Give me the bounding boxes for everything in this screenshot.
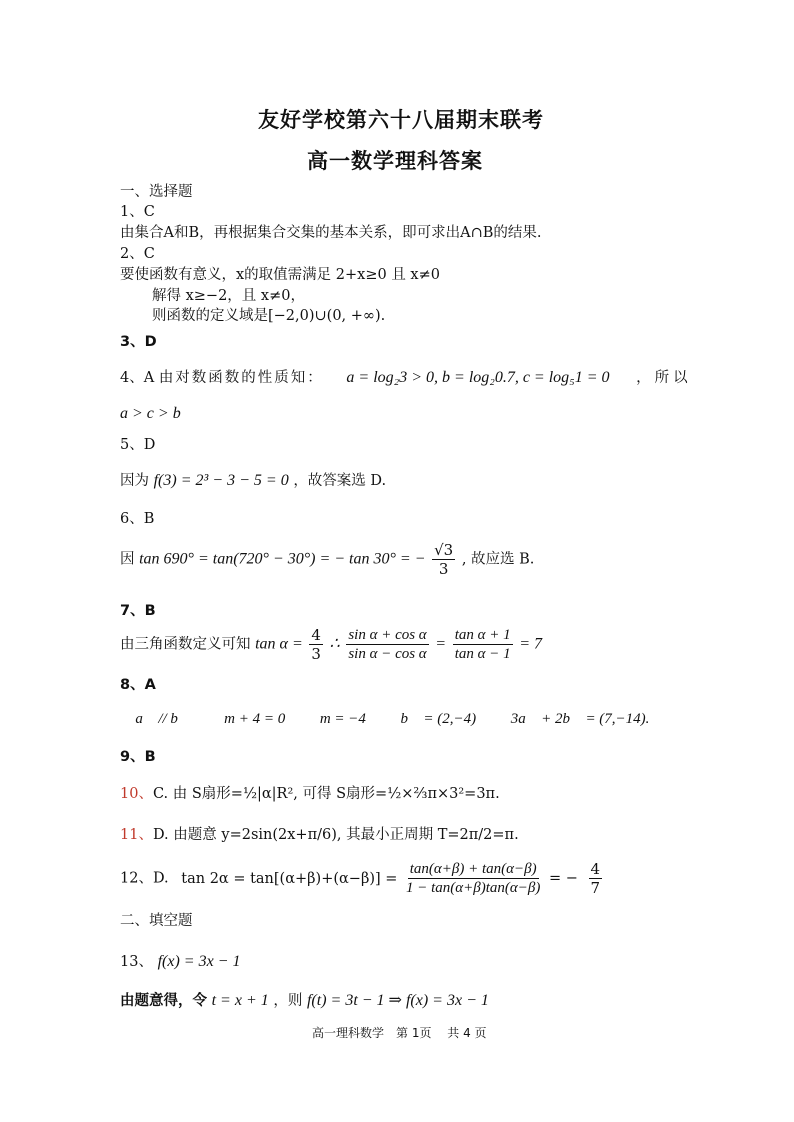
q10-explanation: C. 由 S扇形=½|α|R², 可得 S扇形=½×⅔π×3²=3π. xyxy=(152,786,500,802)
q6-post: , 故应选 B. xyxy=(461,551,535,568)
q8-answer: 8、A xyxy=(120,677,156,693)
section-choice-heading: 一、选择题 xyxy=(120,184,193,200)
q6-fraction-den: 3 xyxy=(438,560,449,578)
q12-f-num: tan(α+β) + tan(α−β) xyxy=(409,861,537,877)
q5-answer: 5、D xyxy=(120,437,156,453)
q11-number: 11、 xyxy=(120,827,153,843)
q6-explanation xyxy=(120,541,534,578)
q4-conclusion: a > c > b xyxy=(120,405,181,422)
q7-math1: tan α = xyxy=(255,635,303,653)
page-title: 友好学校第六十八届期末联考 xyxy=(258,108,544,132)
q6-pre: 因 xyxy=(120,551,135,568)
q2-line1: 要使函数有意义，x的取值需满足 2+x≥0 且 x≠0 xyxy=(120,267,440,283)
page-subtitle: 高一数学理科答案 xyxy=(307,149,483,173)
q4-line1 xyxy=(120,369,692,387)
q13-pre: 由题意得，令 xyxy=(120,993,207,1009)
q7-eq: = xyxy=(435,635,447,653)
q8-explanation: ∵ a⃗ // b⃗ ， ∴ m + 4 = 0 ， ∴ m = −4 ， ∴ b⃗ = (2,−4) ， ∴ 3a⃗ + 2b⃗ = (7,−14). xyxy=(120,711,650,727)
q7-pre: 由三角函数定义可知 xyxy=(120,636,251,653)
section-fill-heading: 二、填空题 xyxy=(120,913,193,929)
q12-r-num: 4 xyxy=(590,860,601,878)
q4-text: 由对数函数的性质知： xyxy=(158,370,324,386)
q13-line1 xyxy=(120,953,240,971)
q7-f3-num: tan α + 1 xyxy=(454,627,511,643)
q13-line2 xyxy=(120,992,489,1010)
q2-line3: 则函数的定义域是[−2,0)∪(0, +∞). xyxy=(152,308,386,324)
q7-fraction3 xyxy=(453,626,513,663)
q6-fraction xyxy=(432,541,455,578)
q7-f2-den: sin α − cos α xyxy=(348,646,427,662)
q1-explanation: 由集合A和B，再根据集合交集的基本关系，即可求出A∩B的结果. xyxy=(120,225,542,241)
q11-explanation: D. 由题意 y=2sin(2x+π/6), 其最小正周期 T=2π/2=π. xyxy=(152,827,519,843)
q12-fraction xyxy=(404,860,542,897)
q12-answer: 12、D. xyxy=(120,870,169,887)
q12-f-den: 1 − tan(α+β)tan(α−β) xyxy=(406,880,541,896)
q4-tail: ，所以 xyxy=(636,370,692,386)
q7-result: = 7 xyxy=(519,635,543,653)
q7-fraction1 xyxy=(309,626,323,663)
q5-explanation xyxy=(120,472,386,490)
q6-fraction-num: √3 xyxy=(434,541,454,559)
q12-post: = − xyxy=(549,870,578,887)
q11-line xyxy=(120,826,519,844)
q12-line xyxy=(120,860,604,897)
q7-answer: 7、B xyxy=(120,603,156,619)
q6-math: tan 690° = tan(720° − 30°) = − tan 30° = − xyxy=(139,550,426,568)
q4-answer: 4、A xyxy=(120,370,155,386)
q7-f2-num: sin α + cos α xyxy=(348,627,427,643)
q13-derivation: f(t) = 3t − 1 ⇒ f(x) = 3x − 1 xyxy=(306,992,489,1009)
q7-f1-num: 4 xyxy=(311,626,321,644)
q9-answer: 9、B xyxy=(120,749,156,765)
q7-f1-den: 3 xyxy=(311,645,321,663)
q10-line xyxy=(120,785,500,803)
q7-therefore: ∴ xyxy=(329,635,340,653)
page-footer: 高一理科数学 第 1页 共 4 页 xyxy=(312,1026,487,1040)
q7-fraction2 xyxy=(346,626,428,663)
q10-number: 10、 xyxy=(120,786,153,802)
q13-number: 13、 xyxy=(120,954,153,970)
q5-pre: 因为 xyxy=(120,473,149,489)
q12-result xyxy=(589,860,603,897)
q12-r-den: 7 xyxy=(590,879,601,897)
q13-mid: ，则 xyxy=(273,993,303,1009)
q5-math: f(3) = 2³ − 3 − 5 = 0 xyxy=(153,472,289,489)
q6-answer: 6、B xyxy=(120,511,155,527)
q2-line2: 解得 x≥−2，且 x≠0， xyxy=(152,288,305,304)
q4-math: a = log₂3 > 0, b = log₂0.7, c = log₅1 = 0 xyxy=(346,369,610,386)
q2-answer: 2、C xyxy=(120,246,155,262)
q7-explanation xyxy=(120,626,542,663)
q13-answer: f(x) = 3x − 1 xyxy=(157,953,241,970)
q1-answer: 1、C xyxy=(120,204,155,220)
q3-answer: 3、D xyxy=(120,334,157,350)
q7-f3-den: tan α − 1 xyxy=(454,646,511,662)
q12-pre: tan 2α = tan[(α+β)+(α−β)] = xyxy=(181,870,398,887)
q13-sub: t = x + 1 xyxy=(211,992,269,1009)
q5-post: ，故答案选 D. xyxy=(293,473,387,489)
